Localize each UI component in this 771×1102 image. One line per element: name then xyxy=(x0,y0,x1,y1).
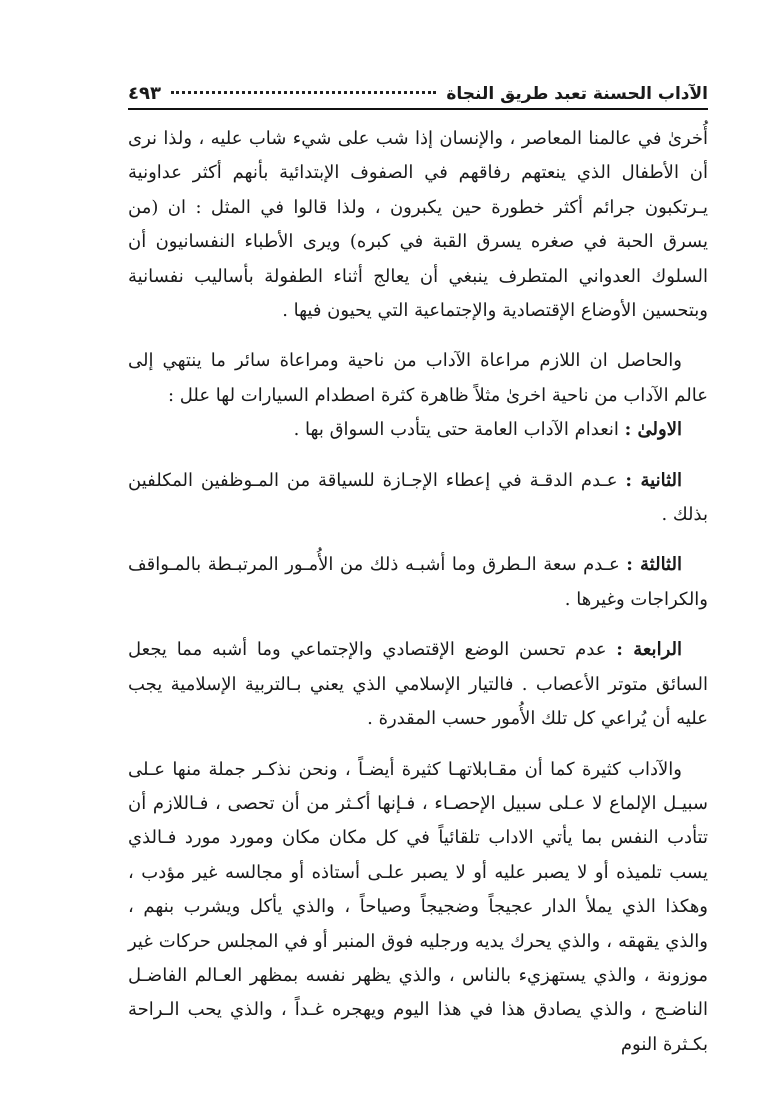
item-lead: الثانية : xyxy=(625,469,682,491)
item-lead: الثالثة : xyxy=(626,554,682,576)
running-title: الآداب الحسنة تعبد طريق النجاة xyxy=(446,84,708,104)
list-item-first xyxy=(128,413,708,447)
paragraph-text: أُخرىٰ في عالمنا المعاصر ، والإنسان إذا شب على شيء شاب عليه ، ولذا نرى أن الأطفال الذي ينعتهم رفاقهم في الصفوف الإبتدائية بأنهم أكثر عداونية يـرتكبون جرائم أكثر خطورة حين يكبرون ، ولذا قالوا في المثل : ان (من يسرق الحبة في صغره يسرق القبة في كبره) ويرى الأطباء النفسانيون أن السلوك العدواني المتطرف ينبغي أن يعالج أثناء الطفولة بأساليب نفسانية وبتحسين الأوضاع الإقتصادية والإجتماعية التي يحيون فيها . xyxy=(128,128,708,322)
paragraph-text: والآداب كثيرة كما أن مقـابلاتهـا كثيرة أيضـاً ، ونحن نذكـر جملة منها عـلى سبيـل الإلماع لا عـلى سبيل الإحصـاء ، فـإنها أكـثر من أن تحصى ، فـاللازم أن تتأدب النفس بما يأتي الاداب تلقائياً في كل مكان مكان ومورد مورد فـالذي يسب تلميذه أو لا يصبر عليه أو لا يصبر علـى أستاذه أو مجالسه غير مؤدب ، وهكذا الذي يملأ الدار عجيجاً وضجيجاً وصياحاً ، والذي يأكل ويشرب بنهم ، والذي يقهقه ، والذي يحرك يديه ورجليه فوق المنبر أو في المجلس حركات غير موزونة ، والذي يستهزيء بالناس ، والذي يظهر نفسه بمظهر العـالم الفاضـل الناضـج ، والذي يصادق هذا في هذا اليوم ويهجره غـداً ، والذي يحب الـراحة بكـثرة النوم xyxy=(128,758,708,1055)
page-number: ٤٩٣ xyxy=(128,83,161,104)
leader-dots xyxy=(171,81,436,94)
paragraph-manners xyxy=(128,753,708,1063)
page-body xyxy=(128,122,708,1062)
list-item-third xyxy=(128,548,708,617)
list-item-second xyxy=(128,464,708,533)
item-text: عـدم سعة الـطرق وما أشبـه ذلك من الأُمـور المرتبـطة بالمـواقف والكراجات وغيرها . xyxy=(128,554,708,610)
list-item-fourth xyxy=(128,633,708,736)
paragraph-summary xyxy=(128,344,708,413)
page-header xyxy=(128,70,708,110)
item-lead: الاولىٰ : xyxy=(624,419,682,441)
item-text: انعدام الآداب العامة حتى يتأدب السواق بها . xyxy=(293,419,619,441)
item-lead: الرابعة : xyxy=(616,639,682,661)
paragraph-continuation xyxy=(128,122,708,328)
document-page xyxy=(128,70,708,1080)
paragraph-text: والحاصل ان اللازم مراعاة الآداب من ناحية ومراعاة سائر ما ينتهي إلى عالم الآداب من ناحية اخرىٰ مثلاً ظاهرة كثرة اصطدام السيارات لها علل : xyxy=(128,350,708,406)
item-text: عدم تحسن الوضع الإقتصادي والإجتماعي وما أشبه مما يجعل السائق متوتر الأعصاب . فالتيار الإسلامي الذي يعني بـالتربية الإسلامية يجب عليه أن يُراعي كل تلك الأُمور حسب المقدرة . xyxy=(128,639,708,730)
item-text: عـدم الدقـة في إعطاء الإجـازة للسياقة من المـوظفين المكلفين بذلك . xyxy=(128,469,708,526)
